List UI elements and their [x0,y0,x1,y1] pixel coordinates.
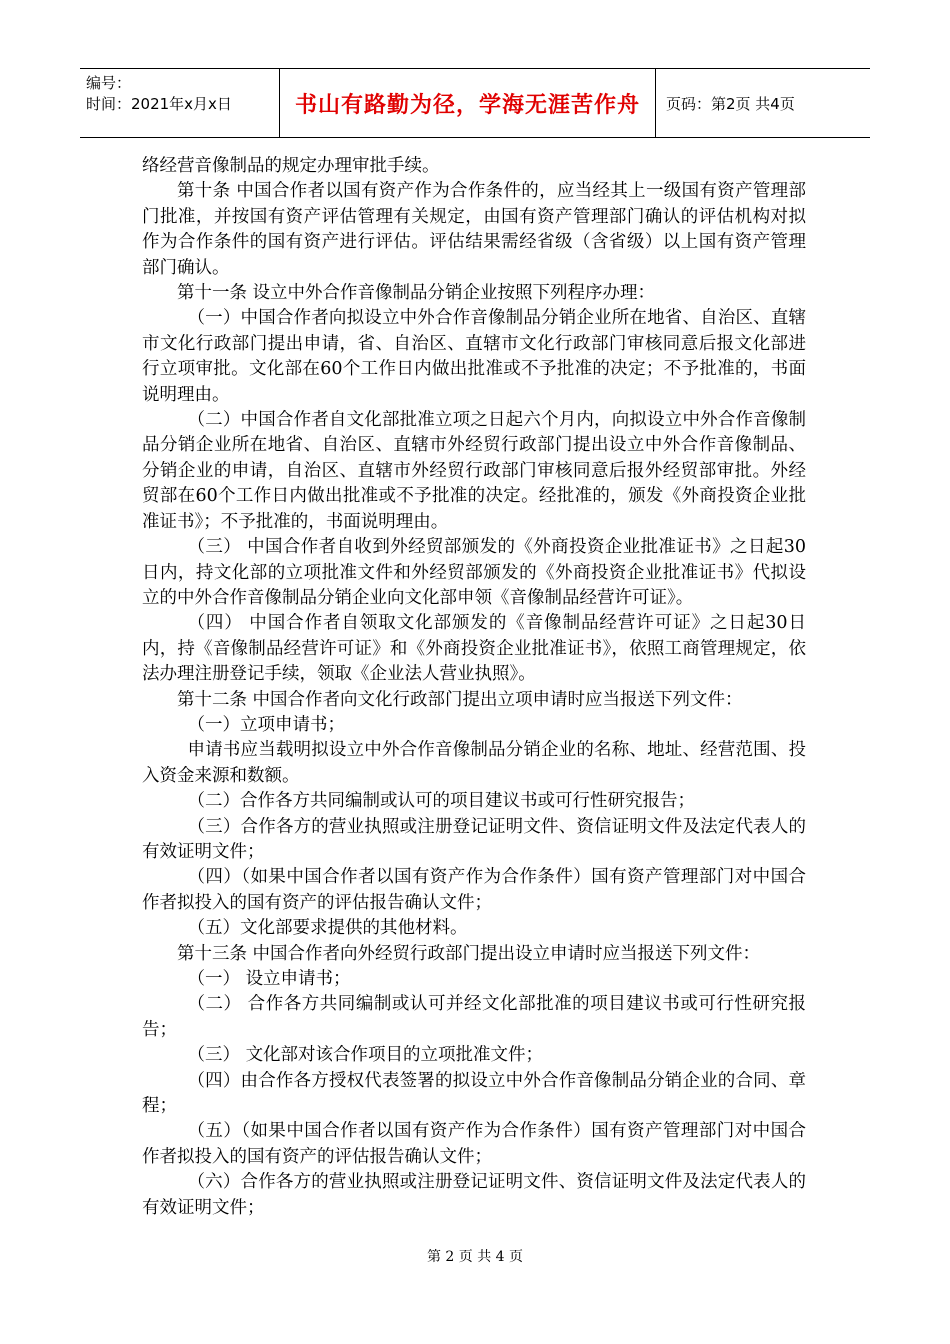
article-10: 第十条 中国合作者以国有资产作为合作条件的，应当经其上一级国有资产管理部门批准，并按国有资产评估管理有关规定，由国有资产管理部门确认的评估机构对拟作为合作条件的国有资产进行评估。评估结果需经省级（含省级）以上国有资产管理部门确认。 [142,181,806,278]
article-13-item-5: （五）（如果中国合作者以国有资产作为合作条件）国有资产管理部门对中国合作者拟投入的国有资产的评估报告确认文件； [142,1121,806,1167]
document-number-label: 编号： [86,74,132,92]
article-13-item-6: （六）合作各方的营业执照或注册登记证明文件、资信证明文件及法定代表人的有效证明文件； [142,1172,806,1218]
article-11-item-2: （二）中国合作者自文化部批准立项之日起六个月内，向拟设立中外合作音像制品分销企业所在地省、自治区、直辖市外经贸行政部门提出设立中外合作音像制品、分销企业的申请，自治区、直辖市外经贸行政部门审核同意后报外经贸部审批。外经贸部在60个工作日内做出批准或不予批准的决定。经批准的，颁发《外商投资企业批准证书》；不予批准的，书面说明理由。 [142,410,806,532]
header-motto: 书山有路勤为径，学海无涯苦作舟 [280,69,656,137]
article-13: 第十三条 中国合作者向外经贸行政部门提出设立申请时应当报送下列文件： [177,943,761,964]
article-12-item-1: （一）立项申请书； [187,714,345,735]
article-11-item-3: （三） 中国合作者自收到外经贸部颁发的《外商投资企业批准证书》之日起30日内，持文化部的立项批准文件和外经贸部颁发的《外商投资企业批准证书》代拟设立的中外合作音像制品分销企业向文化部申领《音像制品经营许可证》。 [142,537,806,608]
header-page-number: 页码：第2页 共4页 [666,94,795,113]
article-13-item-2: （二） 合作各方共同编制或认可并经文化部批准的项目建议书或可行性研究报告； [142,994,806,1040]
document-date-label: 时间：2021年x月x日 [86,95,232,113]
article-13-item-4: （四）由合作各方授权代表签署的拟设立中外合作音像制品分销企业的合同、章程； [142,1070,806,1117]
article-12-item-4: （四）（如果中国合作者以国有资产作为合作条件）国有资产管理部门对中国合作者拟投入的国有资产的评估报告确认文件； [142,867,806,913]
article-13-item-3: （三） 文化部对该合作项目的立项批准文件； [187,1045,544,1066]
article-12-item-3: （三）合作各方的营业执照或注册登记证明文件、资信证明文件及法定代表人的有效证明文件； [142,816,806,862]
article-11-item-4: （四） 中国合作者自领取文化部颁发的《音像制品经营许可证》之日起30日内，持《音像制品经营许可证》和《外商投资企业批准证书》，依照工商管理规定，依法办理注册登记手续，领取《企业法人营业执照》。 [142,613,806,685]
paragraph: 络经营音像制品的规定办理审批手续。 [142,156,440,176]
article-12: 第十二条 中国合作者向文化行政部门提出立项申请时应当报送下列文件： [177,689,743,710]
header-meta [80,69,280,137]
page-footer: 第 2 页 共 4 页 [426,1249,524,1265]
page-header [80,68,870,138]
article-12-item-2: （二）合作各方共同编制或认可的项目建议书或可行性研究报告； [187,791,695,812]
article-12-item-1-note: 申请书应当载明拟设立中外合作音像制品分销企业的名称、地址、经营范围、投入资金来源和数额。 [142,740,806,786]
article-11: 第十一条 设立中外合作音像制品分销企业按照下列程序办理： [177,283,656,304]
document-body [142,154,806,1221]
article-13-item-1: （一） 设立申请书； [187,969,351,989]
article-12-item-5: （五）文化部要求提供的其他材料。 [187,918,468,939]
article-11-item-1: （一）中国合作者向拟设立中外合作音像制品分销企业所在地省、自治区、直辖市文化行政部门提出申请，省、自治区、直辖市文化行政部门审核同意后报文化部进行立项审批。文化部在60个工作日内做出批准或不予批准的决定；不予批准的，书面说明理由。 [142,308,806,405]
